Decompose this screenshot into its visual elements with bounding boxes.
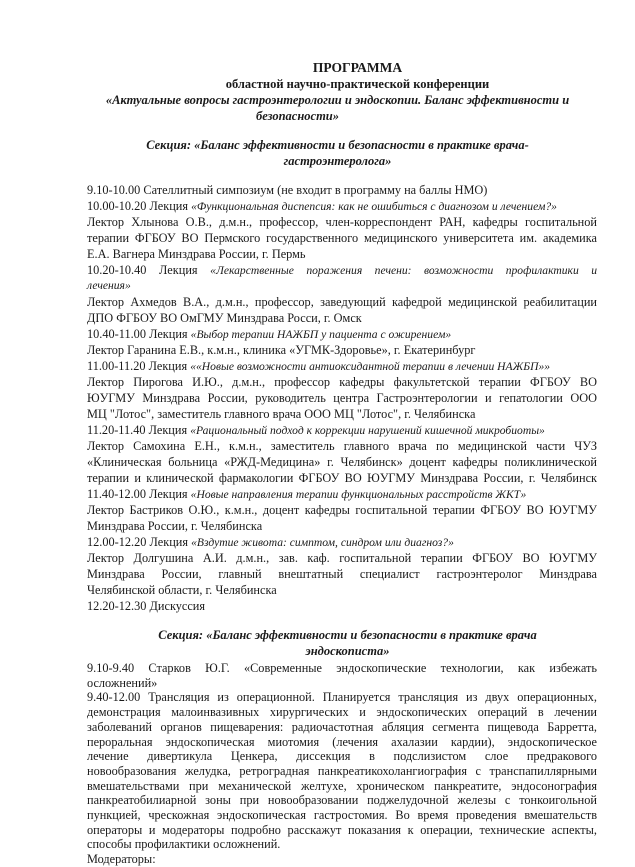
program-item	[87, 326, 597, 343]
conference-title-line2: безопасности»	[256, 109, 339, 123]
speaker-line: Лектор Долгушина А.И. д.м.н., зав. каф. госпитальной терапии ФГБОУ ВО ЮУГМУ	[87, 551, 597, 565]
broadcast-text-line: панкреатобилиарной зоны при новообразовании поджелудочной железы с тонкоигольной	[87, 793, 597, 808]
item-time: 10.40-11.00	[87, 327, 146, 341]
item-kind: Лекция	[149, 327, 188, 341]
item-time: 11.40-12.00	[87, 487, 146, 501]
conference-title-line1: «Актуальные вопросы гастроэнтерологии и эндоскопии. Баланс эффективности и	[105, 93, 570, 107]
program-item	[87, 534, 597, 551]
lecture-title-cont: лечения»	[87, 279, 131, 292]
section1-title-line2: гастроэнтеролога»	[283, 154, 392, 168]
item-kind: Лекция	[159, 263, 198, 277]
program-item	[87, 262, 597, 278]
speaker-line: Е.А. Вагнера Минздрава России, г. Пермь	[87, 247, 306, 261]
program-subtitle: областной научно-практической конференции	[225, 77, 490, 91]
section2-title-line2: эндоскописта»	[305, 644, 390, 658]
item-kind: Лекция	[148, 359, 188, 373]
broadcast-text-line: вмешательствами при механической желтухе, хроническом панкреатите, эндосонография	[87, 778, 597, 793]
item-time: 12.00-12.20	[87, 535, 147, 549]
lecture-title: ««Новые возможности антиоксидантной терапии в лечении НАЖБП»»	[190, 360, 551, 373]
broadcast-text-line: лечение дивертикула Ценкера, диссекция в подслизистом слое предракового	[87, 749, 597, 764]
item-time: 9.10-10.00	[87, 183, 141, 197]
speaker-line: Лектор Пирогова И.Ю., д.м.н., профессор кафедры факультетской терапии ФГБОУ ВО	[87, 375, 597, 389]
section1-title-line1: Секция: «Баланс эффективности и безопасности в практике врача-	[146, 138, 529, 152]
speaker-line: Лектор Ахмедов В.А., д.м.н., профессор, заведующий кафедрой медицинской реабилитации	[87, 295, 597, 309]
item-time: 11.20-11.40	[87, 423, 146, 437]
lecture-title: «Рациональный подход к коррекции нарушений кишечной микробиоты»	[190, 424, 545, 437]
broadcast-text-line: демонстрация малоинвазивных хирургических и эндоскопических операций в лечении	[87, 705, 597, 720]
program-item-text: 9.10-9.40 Старков Ю.Г. «Современные эндоскопические технологии, как избежать	[87, 661, 597, 675]
speaker-line: Минздрава России, главный внештатный специалист гастроэнтеролог Минздрава	[87, 567, 597, 581]
speaker-line: Лектор Хлынова О.В., д.м.н., профессор, член-корреспондент РАН, кафедры госпитальной	[87, 215, 597, 229]
broadcast-text-line: пероральная эндоскопическая миотомия (лечения ахалазии кардии), эндоскопическое	[87, 734, 597, 749]
section2-title-line1: Секция: «Баланс эффективности и безопасности в практике врача	[158, 628, 537, 642]
broadcast-text-line: способы профилактики осложнений.	[87, 837, 281, 852]
item-kind: Лекция	[149, 487, 188, 501]
speaker-line: Лектор Бастриков О.Ю., к.м.н., доцент кафедры госпитальной терапии ФГБОУ ВО ЮУГМУ	[87, 503, 597, 517]
program-item	[87, 422, 597, 439]
item-time: 10.20-10.40	[87, 263, 147, 277]
speaker-line: «Клиническая больница «РЖД-Медицина» г. Челябинск» доцент кафедры поликлинической	[87, 455, 597, 469]
broadcast-text-line: заболеваний органов пищеварения: радиочастотная абляция сегмента пищевода Барретта,	[87, 719, 597, 734]
item-time: 11.00-11.20	[87, 359, 146, 373]
speaker-line: Лектор Самохина Е.Н., к.м.н., заместитель главного врача по медицинской части ЧУЗ	[87, 439, 597, 453]
program-item-text: осложнений»	[87, 675, 158, 690]
program-title: ПРОГРАММА	[312, 60, 403, 75]
item-text: Сателлитный симпозиум (не входит в программу на баллы НМО)	[143, 183, 488, 197]
lecture-title: «Новые направления терапии функциональных расстройств ЖКТ»	[190, 488, 527, 501]
item-kind: Лекция	[149, 199, 189, 213]
lecture-title: «Функциональная диспепсия: как не ошибиться с диагнозом и лечением?»	[191, 200, 557, 213]
broadcast-text-line: операторы и модераторы подробно расскажут показания к операции, технические аспекты,	[87, 822, 597, 837]
item-kind: Лекция	[149, 535, 189, 549]
speaker-line: терапии ФГБОУ ВО Пермского государственного медицинского университета им. академика	[87, 231, 597, 245]
speaker-line: Челябинской области, г. Челябинска	[87, 583, 277, 597]
speaker-line: ДПО ФГБОУ ВО ОмГМУ Минздрава Росси, г. Омск	[87, 311, 362, 325]
moderators-label: Модераторы:	[87, 852, 156, 867]
program-item	[87, 486, 597, 503]
program-item	[87, 358, 597, 375]
lecture-title: «Выбор терапии НАЖБП у пациента с ожирением»	[190, 328, 452, 341]
item-text: Дискуссия	[149, 599, 206, 613]
program-item	[87, 198, 597, 215]
broadcast-text-line: новообразования желудка, ретроградная панкреатикохолангиография с транспапиллярными	[87, 763, 597, 778]
lecture-title: «Лекарственные поражения печени: возможности профилактики и	[210, 264, 597, 277]
broadcast-text-line: 9.40-12.00 Трансляция из операционной. Планируется трансляция из двух операционных,	[87, 690, 597, 705]
item-kind: Лекция	[148, 423, 188, 437]
speaker-line: ЮУГМУ Минздрава России, руководитель центра Гастроэнтерологии и гепатологии ООО	[87, 391, 597, 405]
speaker-line: Лектор Гаранина Е.В., к.м.н., клиника «УГМК-Здоровье», г. Екатеринбург	[87, 343, 476, 357]
program-item	[87, 182, 597, 198]
lecture-title: «Вздутие живота: симптом, синдром или диагноз?»	[191, 536, 454, 549]
speaker-line: Минздрава России, г. Челябинска	[87, 519, 263, 533]
item-time: 10.00-10.20	[87, 199, 147, 213]
program-item	[87, 598, 597, 614]
speaker-line: терапии и клинической фармакологии ФГБОУ ВО ЮУГМУ Минздрава России, г. Челябинск	[87, 471, 597, 485]
speaker-line: МЦ "Лотос", заместитель главного врача ООО МЦ "Лотос", г. Челябинска	[87, 407, 476, 421]
item-time: 12.20-12.30	[87, 599, 147, 613]
broadcast-text-line: пункцией, чрескожная эндоскопическая гастростомия. Во время проведения вмешательств	[87, 808, 597, 822]
